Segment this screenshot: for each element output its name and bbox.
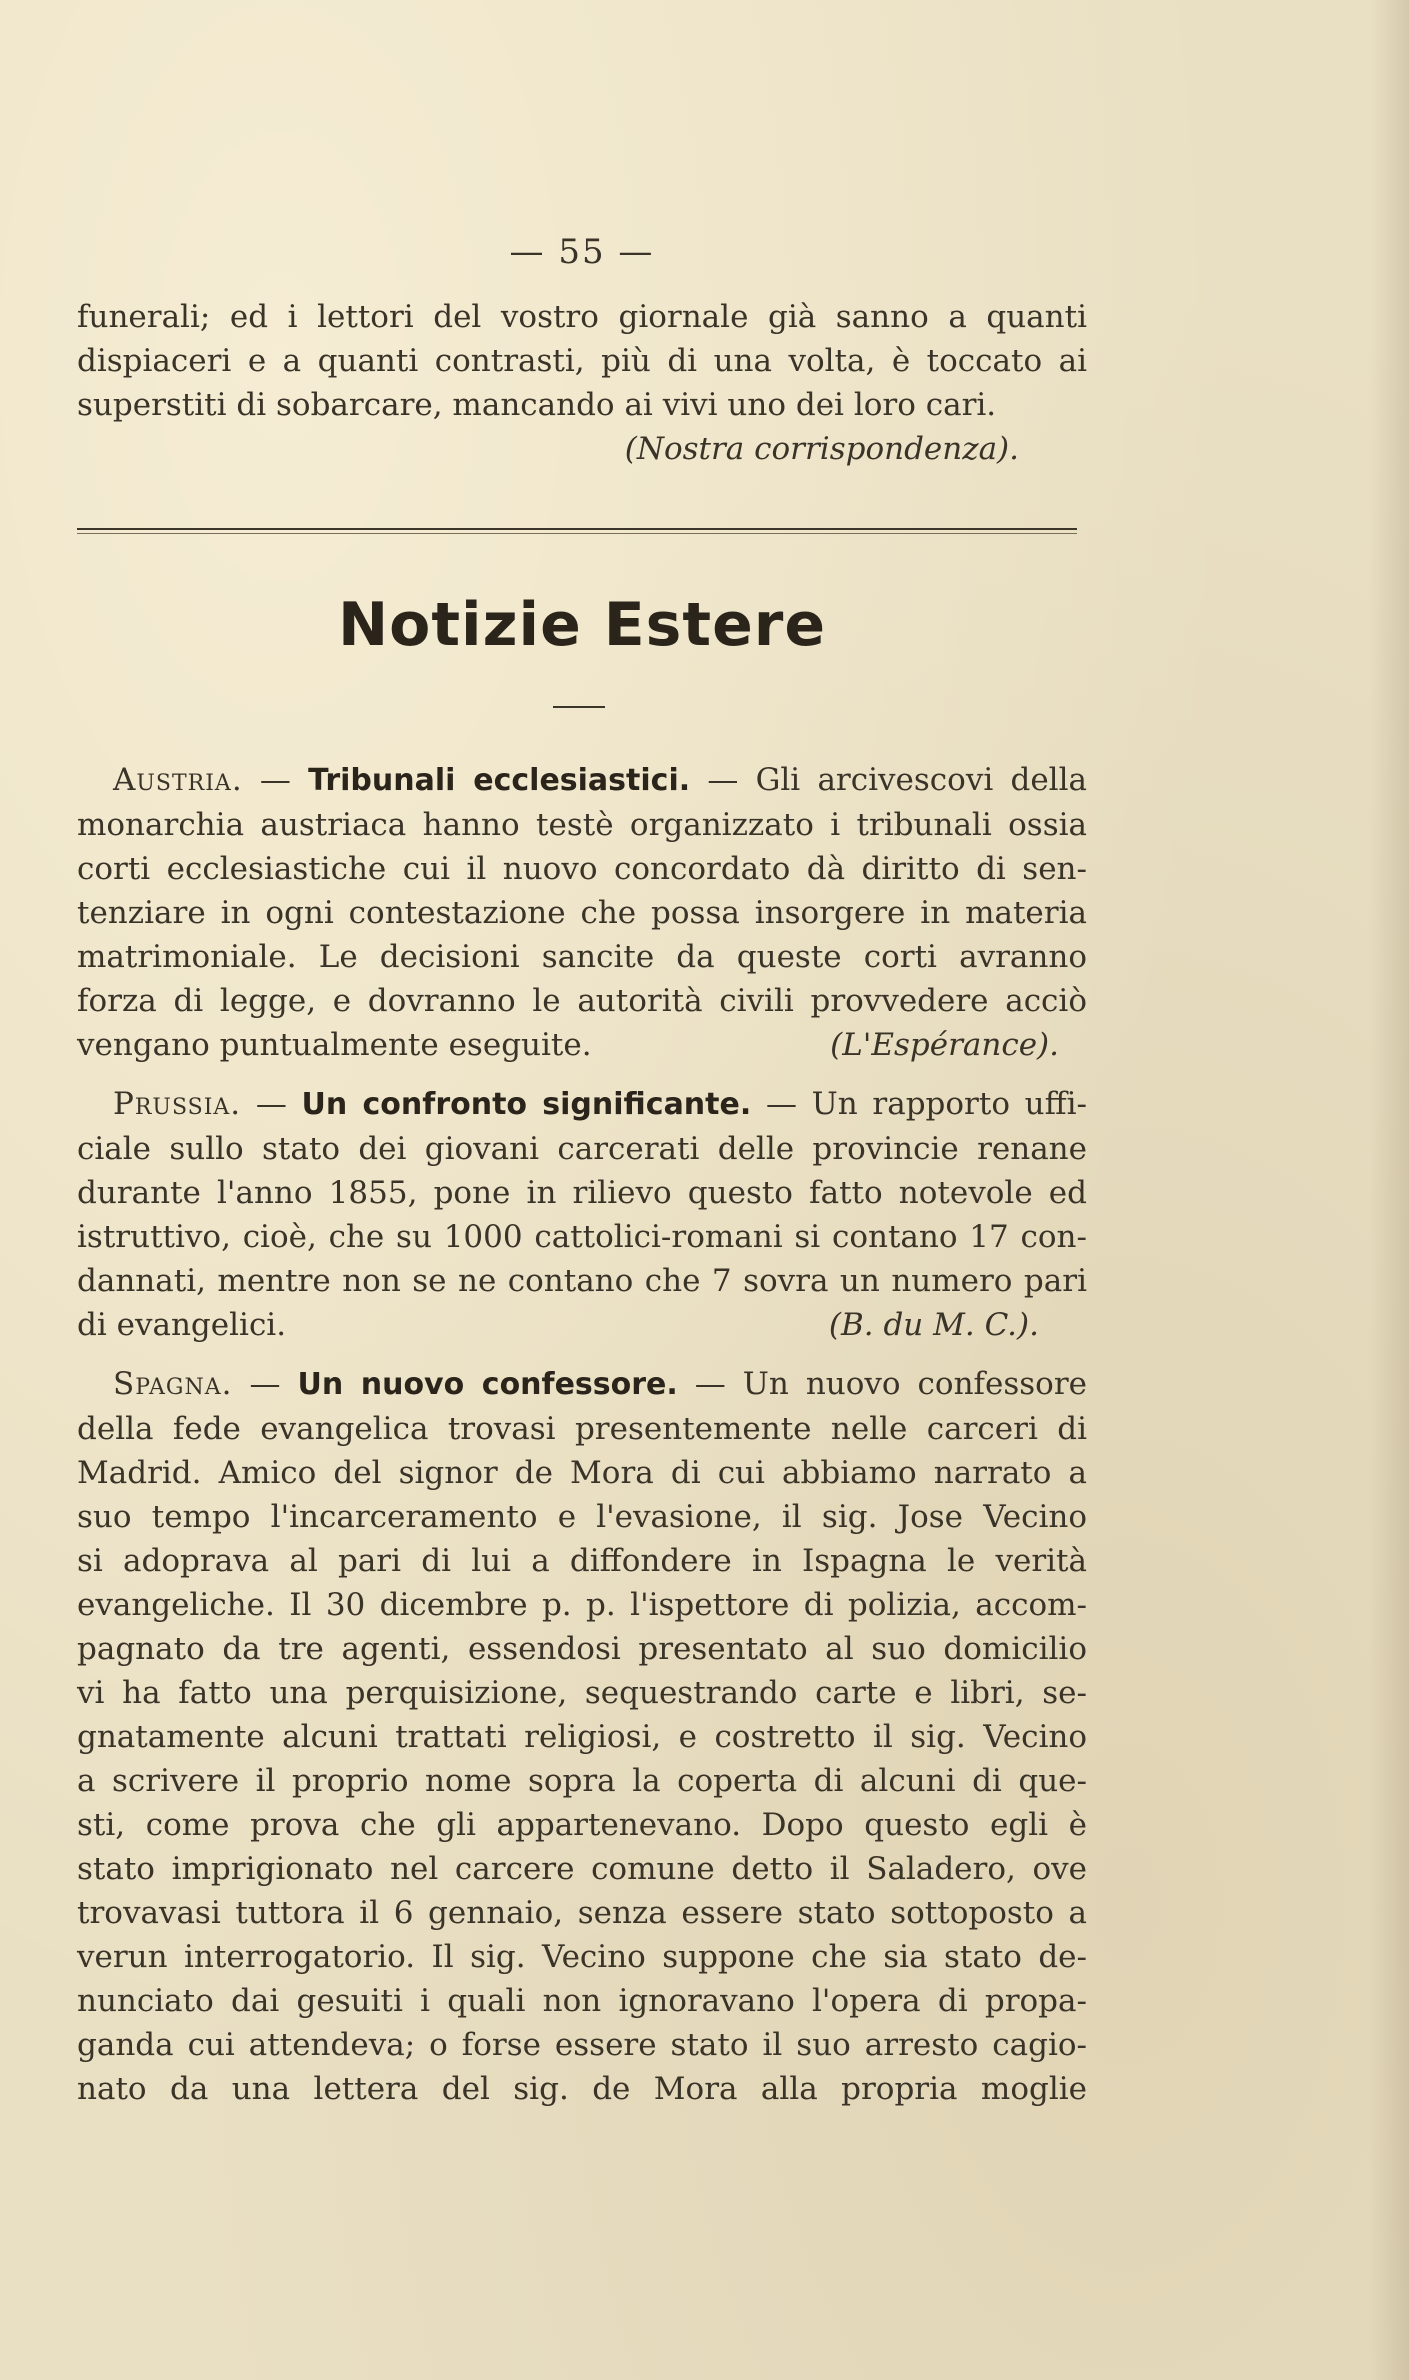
article-line: suo tempo l'incarceramento e l'evasione, il sig. Jose Vecino: [77, 1499, 1087, 1535]
article-line: evangeliche. Il 30 dicembre p. p. l'ispettore di polizia, accom-: [77, 1587, 1087, 1623]
article-line: corti ecclesiastiche cui il nuovo concordato dà diritto di sen-: [77, 851, 1087, 887]
article-first-line-rest: — Gli arcivescovi della: [707, 762, 1087, 798]
article-heading: Tribunali ecclesiastici.: [308, 763, 691, 798]
article-line: gnatamente alcuni trattati religiosi, e costretto il sig. Vecino: [77, 1719, 1087, 1755]
article-line: vi ha fatto una perquisizione, sequestrando carte e libri, se-: [77, 1675, 1087, 1711]
article-line: ciale sullo stato dei giovani carcerati delle provincie renane: [77, 1131, 1087, 1167]
article-source: (L'Espérance).: [830, 1027, 1059, 1063]
intro-block: [77, 295, 1087, 471]
section-divider: [77, 528, 1077, 530]
article-last-line-text: vengano puntualmente eseguite.: [77, 1027, 592, 1063]
article-line: dannati, mentre non se ne contano che 7 sovra un numero pari: [77, 1263, 1087, 1299]
article-line: pagnato da tre agenti, essendosi presentato al suo domicilio: [77, 1631, 1087, 1667]
article-line: tenziare in ogni contestazione che possa insorgere in materia: [77, 895, 1087, 931]
intro-attribution-line: [77, 427, 1087, 471]
section-title: Notizie Estere: [337, 590, 827, 660]
article-line: nunciato dai gesuiti i quali non ignoravano l'opera di propa-: [77, 1983, 1087, 2019]
article-country: Austria.: [113, 762, 243, 798]
article-country: Spagna.: [113, 1366, 233, 1402]
article-spagna: [77, 1362, 1087, 2111]
page-number: — 55 —: [509, 232, 655, 272]
article-prussia: [77, 1082, 1087, 1347]
article-line: a scrivere il proprio nome sopra la coperta di alcuni di que-: [77, 1763, 1087, 1799]
intro-line: dispiaceri e a quanti contrasti, più di una volta, è toccato ai: [77, 343, 1087, 379]
article-line: durante l'anno 1855, pone in rilievo questo fatto notevole ed: [77, 1175, 1087, 1211]
article-first-line: Spagna. — Un nuovo confessore. — Un nuovo confessore: [113, 1366, 1088, 1402]
article-line: monarchia austriaca hanno testè organizzato i tribunali ossia: [77, 807, 1087, 843]
article-line: stato imprigionato nel carcere comune detto il Saladero, ove: [77, 1851, 1087, 1887]
article-austria: [77, 758, 1087, 1067]
articles-block: [77, 758, 1087, 2126]
article-line: sti, come prova che gli appartenevano. Dopo questo egli è: [77, 1807, 1087, 1843]
article-heading: Un nuovo confessore.: [297, 1367, 678, 1402]
page-edge-shadow: [1369, 0, 1409, 2380]
intro-line: funerali; ed i lettori del vostro giornale già sanno a quanti: [77, 299, 1087, 335]
intro-line: superstiti di sobarcare, mancando ai vivi uno dei loro cari.: [77, 387, 997, 423]
article-line: della fede evangelica trovasi presentemente nelle carceri di: [77, 1411, 1087, 1447]
article-line: matrimoniale. Le decisioni sancite da queste corti avranno: [77, 939, 1087, 975]
article-line: istruttivo, cioè, che su 1000 cattolici-romani si contano 17 con-: [77, 1219, 1087, 1255]
article-first-line-rest: — Un rapporto uffi-: [765, 1086, 1088, 1122]
article-line: Madrid. Amico del signor de Mora di cui abbiamo narrato a: [77, 1455, 1087, 1491]
article-last-line: [77, 1023, 1087, 1067]
article-last-line: [77, 1303, 1087, 1347]
article-line: nato da una lettera del sig. de Mora alla propria moglie: [77, 2071, 1087, 2107]
article-line: si adoprava al pari di lui a diffondere in Ispagna le verità: [77, 1543, 1087, 1579]
intro-attribution: (Nostra corrispondenza).: [624, 431, 1019, 467]
article-line: trovavasi tuttora il 6 gennaio, senza essere stato sottoposto a: [77, 1895, 1087, 1931]
article-line: forza di legge, e dovranno le autorità civili provvedere acciò: [77, 983, 1087, 1019]
article-country: Prussia.: [113, 1086, 242, 1122]
title-dash: [553, 706, 605, 708]
article-first-line: Prussia. — Un confronto significante. — Un rapporto uffi-: [113, 1086, 1088, 1122]
article-first-line-rest: — Un nuovo confessore: [694, 1366, 1088, 1402]
article-line: ganda cui attendeva; o forse essere stato il suo arresto cagio-: [77, 2027, 1087, 2063]
article-source: (B. du M. C.).: [828, 1307, 1039, 1343]
article-line: verun interrogatorio. Il sig. Vecino suppone che sia stato de-: [77, 1939, 1087, 1975]
article-last-line-text: di evangelici.: [77, 1307, 287, 1343]
article-first-line: Austria. — Tribunali ecclesiastici. — Gli arcivescovi della: [113, 762, 1087, 798]
article-heading: Un confronto significante.: [301, 1087, 752, 1122]
section-divider-shadow: [77, 533, 1077, 534]
